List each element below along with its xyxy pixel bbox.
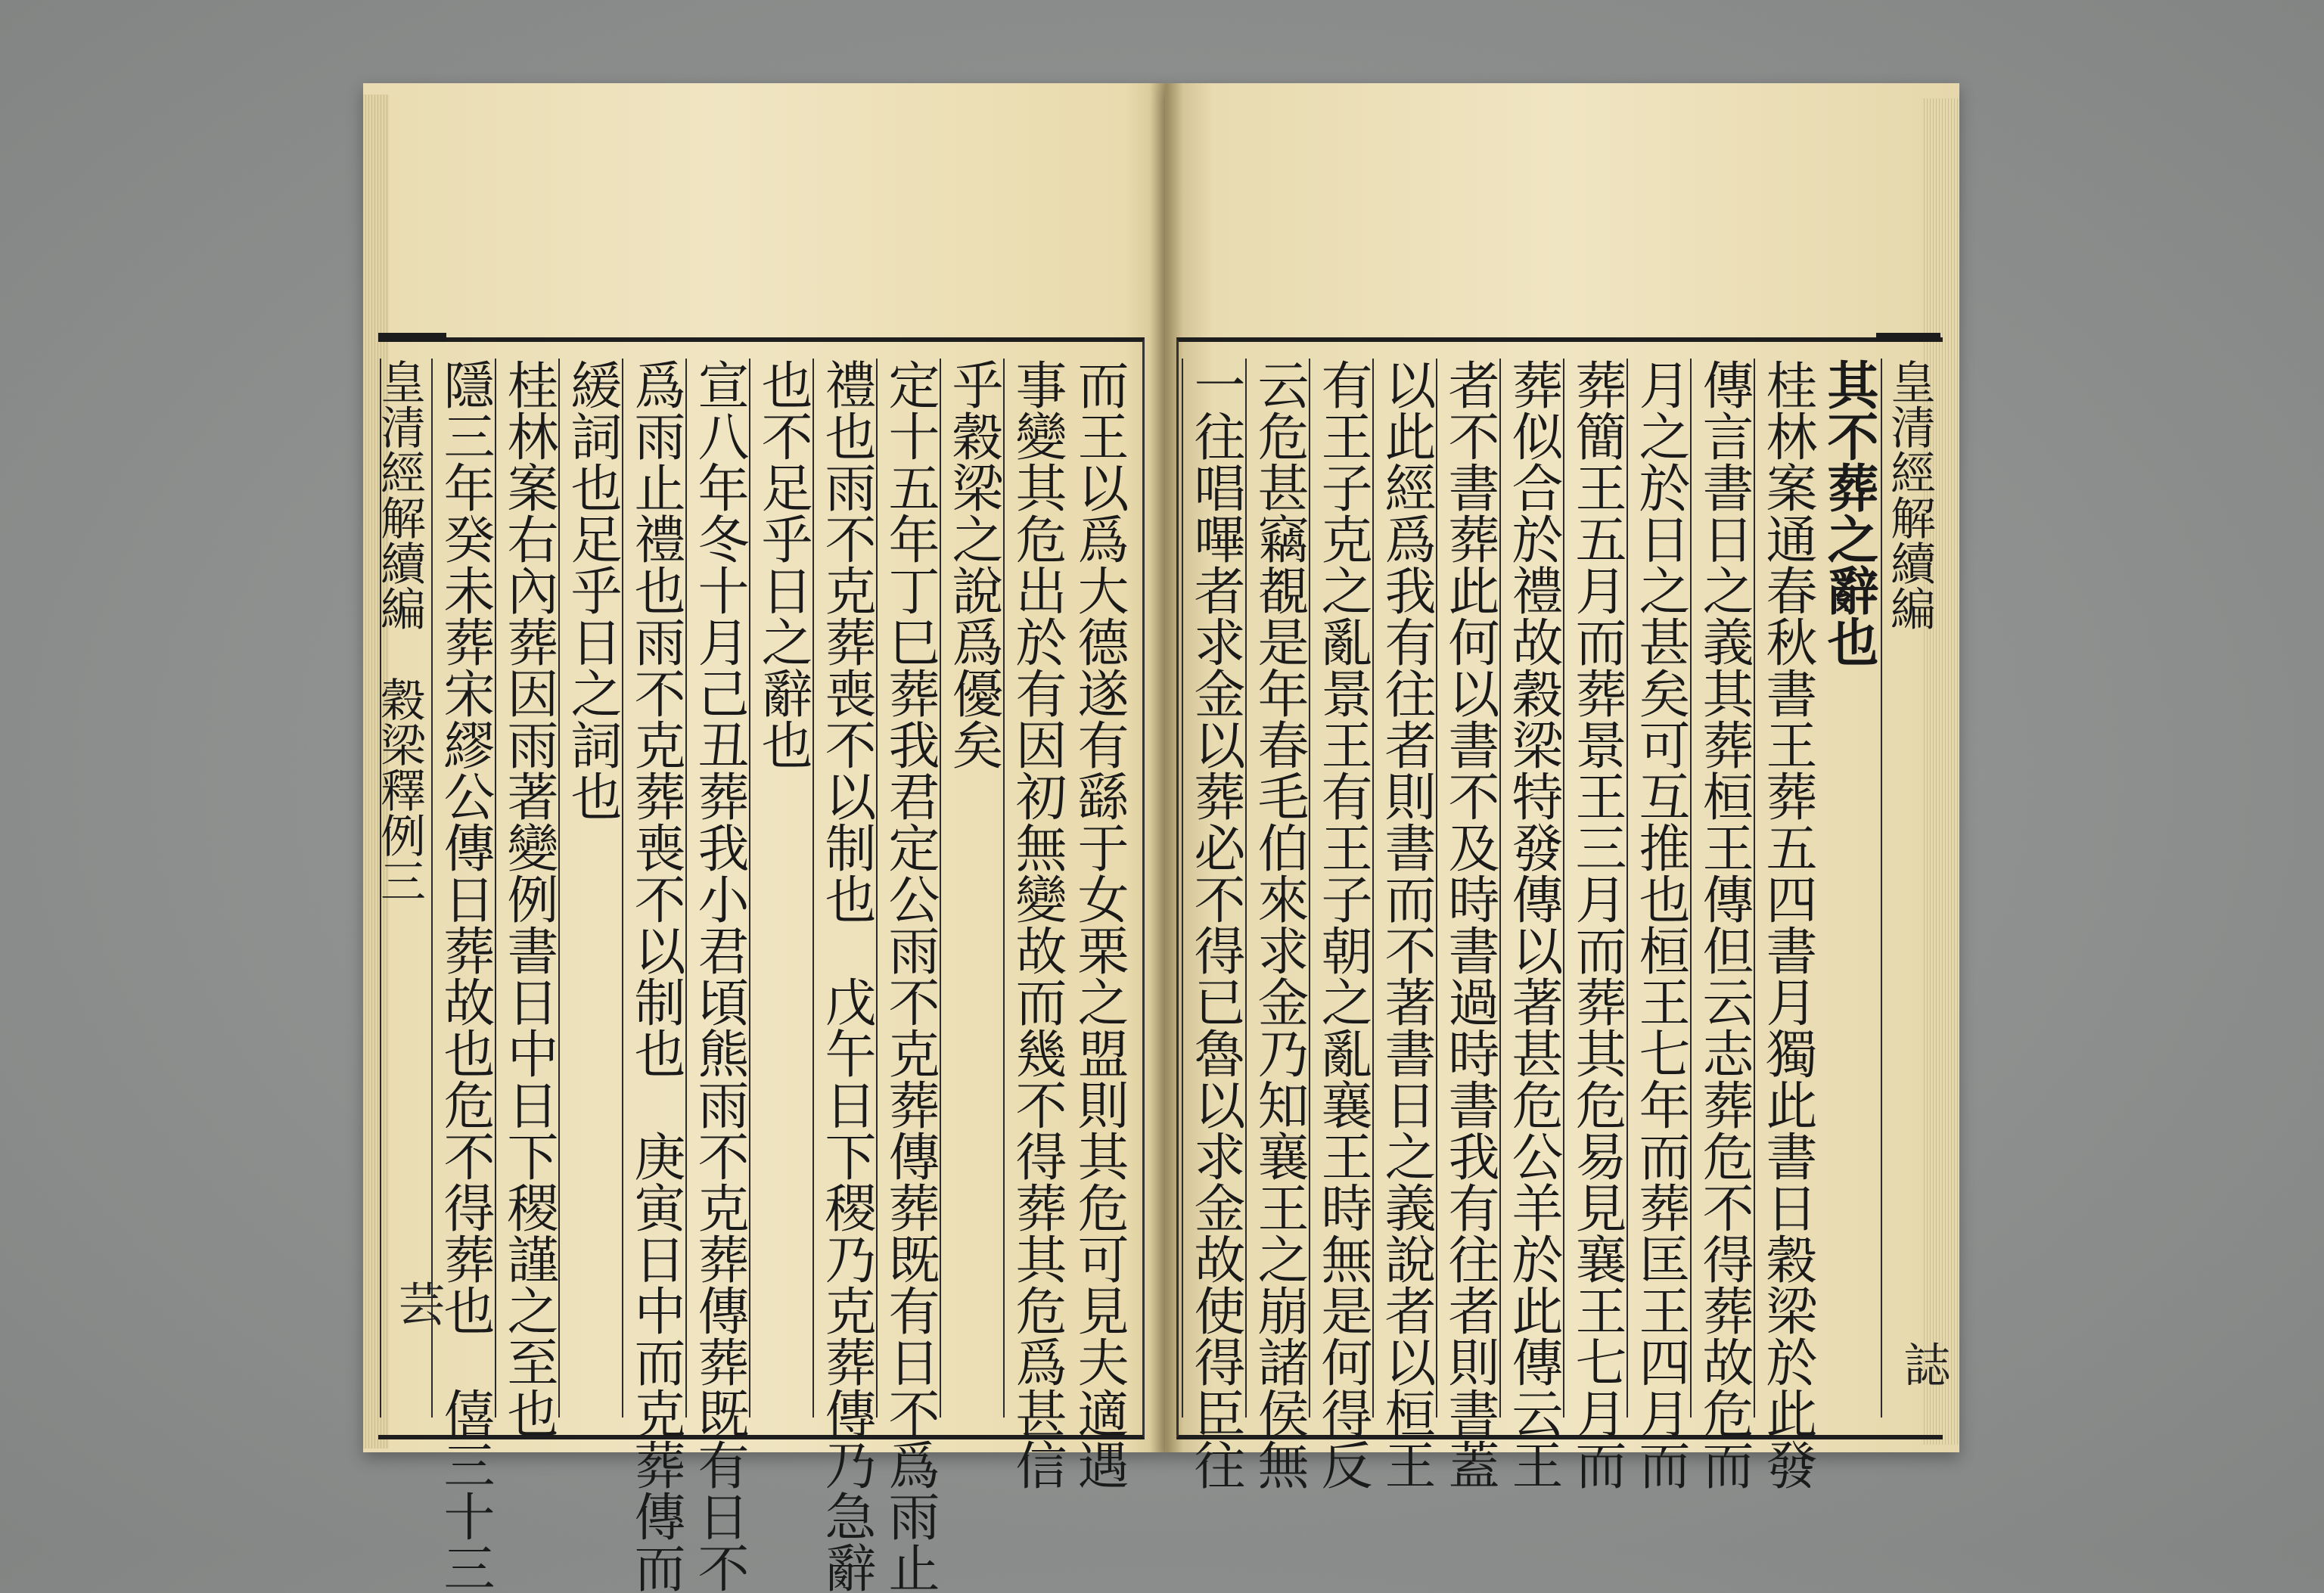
right-text-frame (1176, 337, 1951, 1490)
text-column: 傳言書日之義其葬桓王傳但云志葬危不得葬故危而 (1690, 359, 1755, 1418)
text-column: 葬簡王五月而葬景王三月而葬其危易見襄王七月而 (1563, 359, 1628, 1418)
page-header: 皇清經解續編 (1881, 359, 1941, 1418)
text-column: 一往唱嗶者求金以葬必不得已魯以求金故使得臣往 (1182, 359, 1247, 1418)
page-number: 誌 (1896, 1340, 1951, 1387)
ink-rule-mark (378, 333, 446, 342)
text-column: 而王以爲大德遂有繇于女栗之盟則其危可見夫適遇 (1069, 359, 1129, 1490)
ink-rule-mark (1876, 333, 1940, 342)
left-text-frame (373, 337, 1145, 1593)
text-column: 桂林案右內葬因雨著變例書日中日下稷謹之至也 (495, 359, 560, 1418)
page-number: 芸 (390, 1280, 446, 1327)
text-column: 也不足乎日之辭也 (749, 359, 814, 1418)
text-column: 其不葬之辭也 (1819, 359, 1879, 667)
text-column: 事變其危出於有因初無變故而幾不得葬其危爲甚信 (1003, 359, 1068, 1418)
text-column: 定十五年丁巳葬我君定公雨不克葬傳葬既有日不爲雨止 (876, 359, 941, 1418)
page-header-subtitle: 穀梁釋例三 (373, 676, 426, 903)
text-column: 爲雨止禮也雨不克葬喪不以制也 庚寅日中而克葬傳而 (622, 359, 687, 1418)
text-column: 緩詞也足乎日之詞也 (558, 359, 623, 1418)
open-book (363, 83, 1959, 1593)
text-column: 有王子克之亂景王有王子朝之亂襄王時無是何得反 (1309, 359, 1374, 1418)
text-column: 月之於日之甚矣可互推也桓王七年而葬匡王四月而 (1626, 359, 1692, 1418)
text-column: 以此經爲我有往者則書而不著書日之義說者以桓王 (1372, 359, 1437, 1418)
text-column: 云危甚竊覩是年春毛伯來求金乃知襄王之崩諸侯無 (1245, 359, 1310, 1418)
page-header-title: 皇清經解續編 (373, 359, 426, 631)
text-column: 禮也雨不克葬喪不以制也 戊午日下稷乃克葬傳乃急辭 (812, 359, 878, 1418)
text-column: 乎穀梁之說爲優矣 (940, 359, 1005, 1418)
text-column: 桂林案通春秋書王葬五四書月獨此書日穀梁於此發 (1754, 359, 1819, 1418)
text-column: 者不書葬此何以書不及時書過時書我有往者則書蓋 (1436, 359, 1501, 1418)
text-column: 宣八年冬十月己丑葬我小君頃熊雨不克葬傳葬既有日不 (685, 359, 750, 1418)
text-column: 隱三年癸未葬宋繆公傳日葬故也危不得葬也 僖三十三 (431, 359, 496, 1418)
text-column: 葬似合於禮故穀梁特發傳以著甚危公羊於此傳云王 (1499, 359, 1564, 1418)
page-header (373, 359, 431, 1418)
